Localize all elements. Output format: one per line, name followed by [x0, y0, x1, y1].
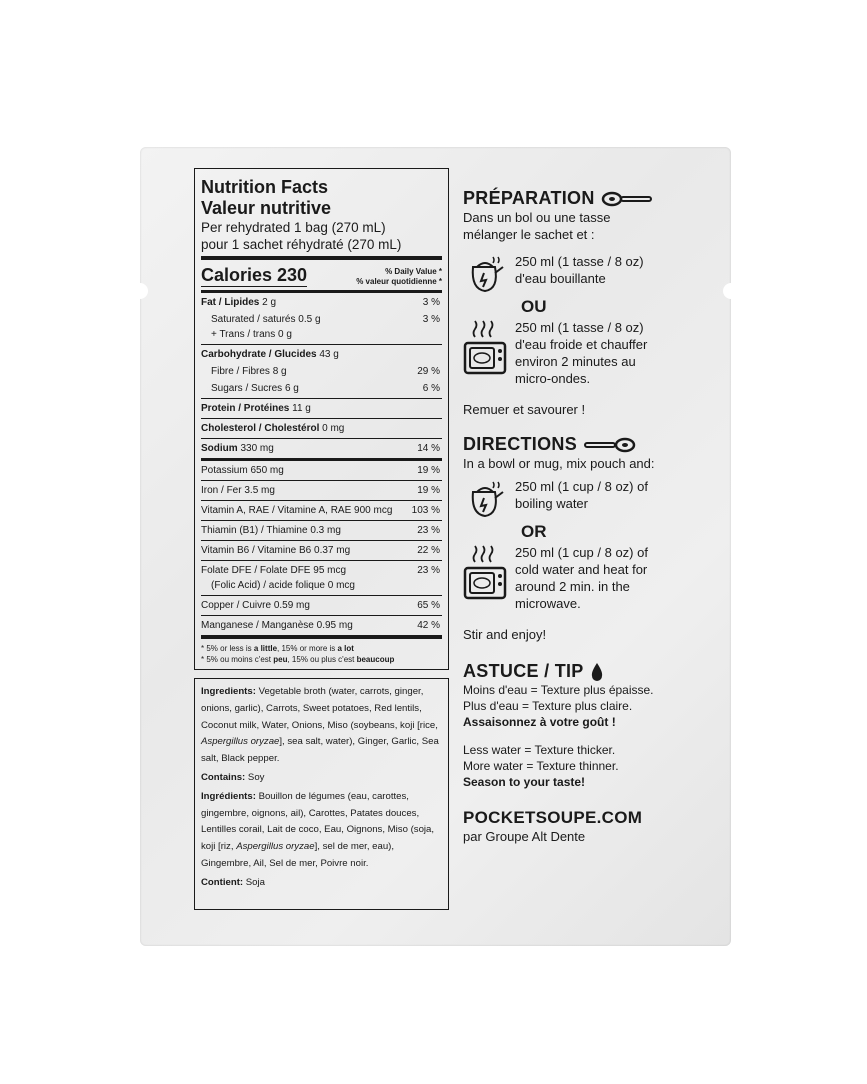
kettle-icon [463, 253, 507, 297]
prep-or: OU [521, 297, 547, 316]
nutrient-row: Fibre / Fibres 8 g 29 % [211, 366, 440, 377]
nutrient-row: Vitamin A, RAE / Vitamine A, RAE 900 mcg 103 % [201, 500, 442, 520]
nutrient-row: Protein / Protéines 11 g [201, 398, 442, 418]
spoon-icon [583, 435, 637, 455]
divider [201, 635, 442, 639]
nutrient-row: Manganese / Manganèse 0.95 mg 42 % [201, 615, 442, 635]
prep-boil-text: 250 ml (1 tasse / 8 oz) d'eau bouillante [515, 254, 644, 286]
contains-fr: Contient: Soja [201, 876, 265, 888]
dv-header-en: % Daily Value * [385, 267, 442, 276]
prep-intro: Dans un bol ou une tasse mélanger le sachet et : [463, 210, 611, 242]
prep-step-micro [463, 319, 693, 387]
spoon-icon [601, 189, 655, 209]
serving-size-en: Per rehydrated 1 bag (270 mL) [201, 220, 386, 235]
calories-row [201, 262, 442, 287]
nutrient-row: Copper / Cuivre 0.59 mg 65 % [201, 595, 442, 615]
serving-size-fr: pour 1 sachet réhydraté (270 mL) [201, 237, 402, 252]
nutrient-row: Fat / Lipides 2 g 3 % [201, 297, 440, 308]
water-drop-icon [590, 662, 604, 682]
daily-value-header [356, 264, 442, 287]
calories-value: Calories 230 [201, 265, 308, 285]
tip-fr: Moins d'eau = Texture plus épaisse. Plus d'eau = Texture plus claire. Assaisonnez à votre goût ! [463, 683, 654, 729]
microwave-icon [463, 544, 507, 604]
nutrition-title-fr: Valeur nutritive [201, 198, 332, 218]
nutrient-row: Sodium 330 mg 14 % [201, 438, 442, 458]
instructions-column [463, 188, 693, 845]
prep-micro-text: 250 ml (1 tasse / 8 oz) d'eau froide et chauffer environ 2 minutes au micro-ondes. [515, 320, 648, 386]
nutrient-row: Folate DFE / Folate DFE 95 mcg (Folic Acid) / acide folique 0 mcg 23 % [201, 560, 442, 595]
directions-step-micro [463, 544, 693, 612]
nutrient-row: Vitamin B6 / Vitamine B6 0.37 mg 22 % [201, 540, 442, 560]
directions-heading: DIRECTIONS [463, 434, 693, 455]
directions-intro: In a bowl or mug, mix pouch and: [463, 456, 655, 471]
directions-micro-text: 250 ml (1 cup / 8 oz) of cold water and heat for around 2 min. in the microwave. [515, 545, 648, 611]
nutrition-facts-table [194, 168, 449, 670]
directions-step-boil [463, 478, 693, 522]
ingredients-fr: Ingrédients: Bouillon de légumes (eau, carottes, gingembre, oignons, ail), Carottes, Patates douces, Lentilles corail, Lait de coco, Eau, Oignons, Miso (soja, koji [riz, Aspergillus oryzae], sel de mer, eau), Gingembre, Ail, Sel de mer, Poivre noir. [201, 790, 435, 869]
nutrient-row: Saturated / saturés 0.5 g + Trans / trans 0 g 3 % [211, 314, 440, 340]
nutrient-row: Potassium 650 mg 19 % [201, 465, 440, 476]
ingredients-en: Ingredients: Vegetable broth (water, carrots, ginger, onions, garlic), Carrots, Sweet potatoes, Red lentils, Coconut milk, Water, Onions, Miso (soybeans, koji [rice, Aspergillus oryzae], sea salt, water), Ginger, Garlic, Sea salt, Black pepper. [201, 686, 439, 765]
tip-heading: ASTUCE / TIP [463, 661, 693, 682]
tip-en: Less water = Texture thicker. More water = Texture thinner. Season to your taste! [463, 743, 619, 789]
daily-value-footnote: * 5% or less is a little, 15% or more is a lot * 5% ou moins c'est peu, 15% ou plus c'est beaucoup [201, 644, 395, 664]
dv-header-fr: % valeur quotidienne * [356, 277, 442, 286]
prep-end: Remuer et savourer ! [463, 402, 586, 417]
prep-step-boil [463, 253, 693, 297]
preparation-heading: PRÉPARATION [463, 188, 693, 209]
directions-boil-text: 250 ml (1 cup / 8 oz) of boiling water [515, 479, 648, 511]
nutrient-row: Cholesterol / Cholestérol 0 mg [201, 418, 442, 438]
nutrition-title-en: Nutrition Facts [201, 177, 329, 197]
microwave-icon [463, 319, 507, 379]
contains-en: Contains: Soy [201, 771, 265, 783]
directions-or: OR [521, 522, 547, 541]
divider [201, 256, 442, 260]
nutrient-row: Thiamin (B1) / Thiamine 0.3 mg 23 % [201, 520, 442, 540]
directions-end: Stir and enjoy! [463, 627, 547, 642]
nutrient-row: Carbohydrate / Glucides 43 g [201, 344, 442, 364]
nutrient-row: Sugars / Sucres 6 g 6 % [211, 383, 440, 394]
kettle-icon [463, 478, 507, 522]
nutrient-row: Iron / Fer 3.5 mg 19 % [201, 480, 442, 500]
website-url: POCKETSOUPE.COM [463, 808, 643, 827]
company-name: par Groupe Alt Dente [463, 829, 586, 844]
ingredients-box [194, 678, 449, 910]
